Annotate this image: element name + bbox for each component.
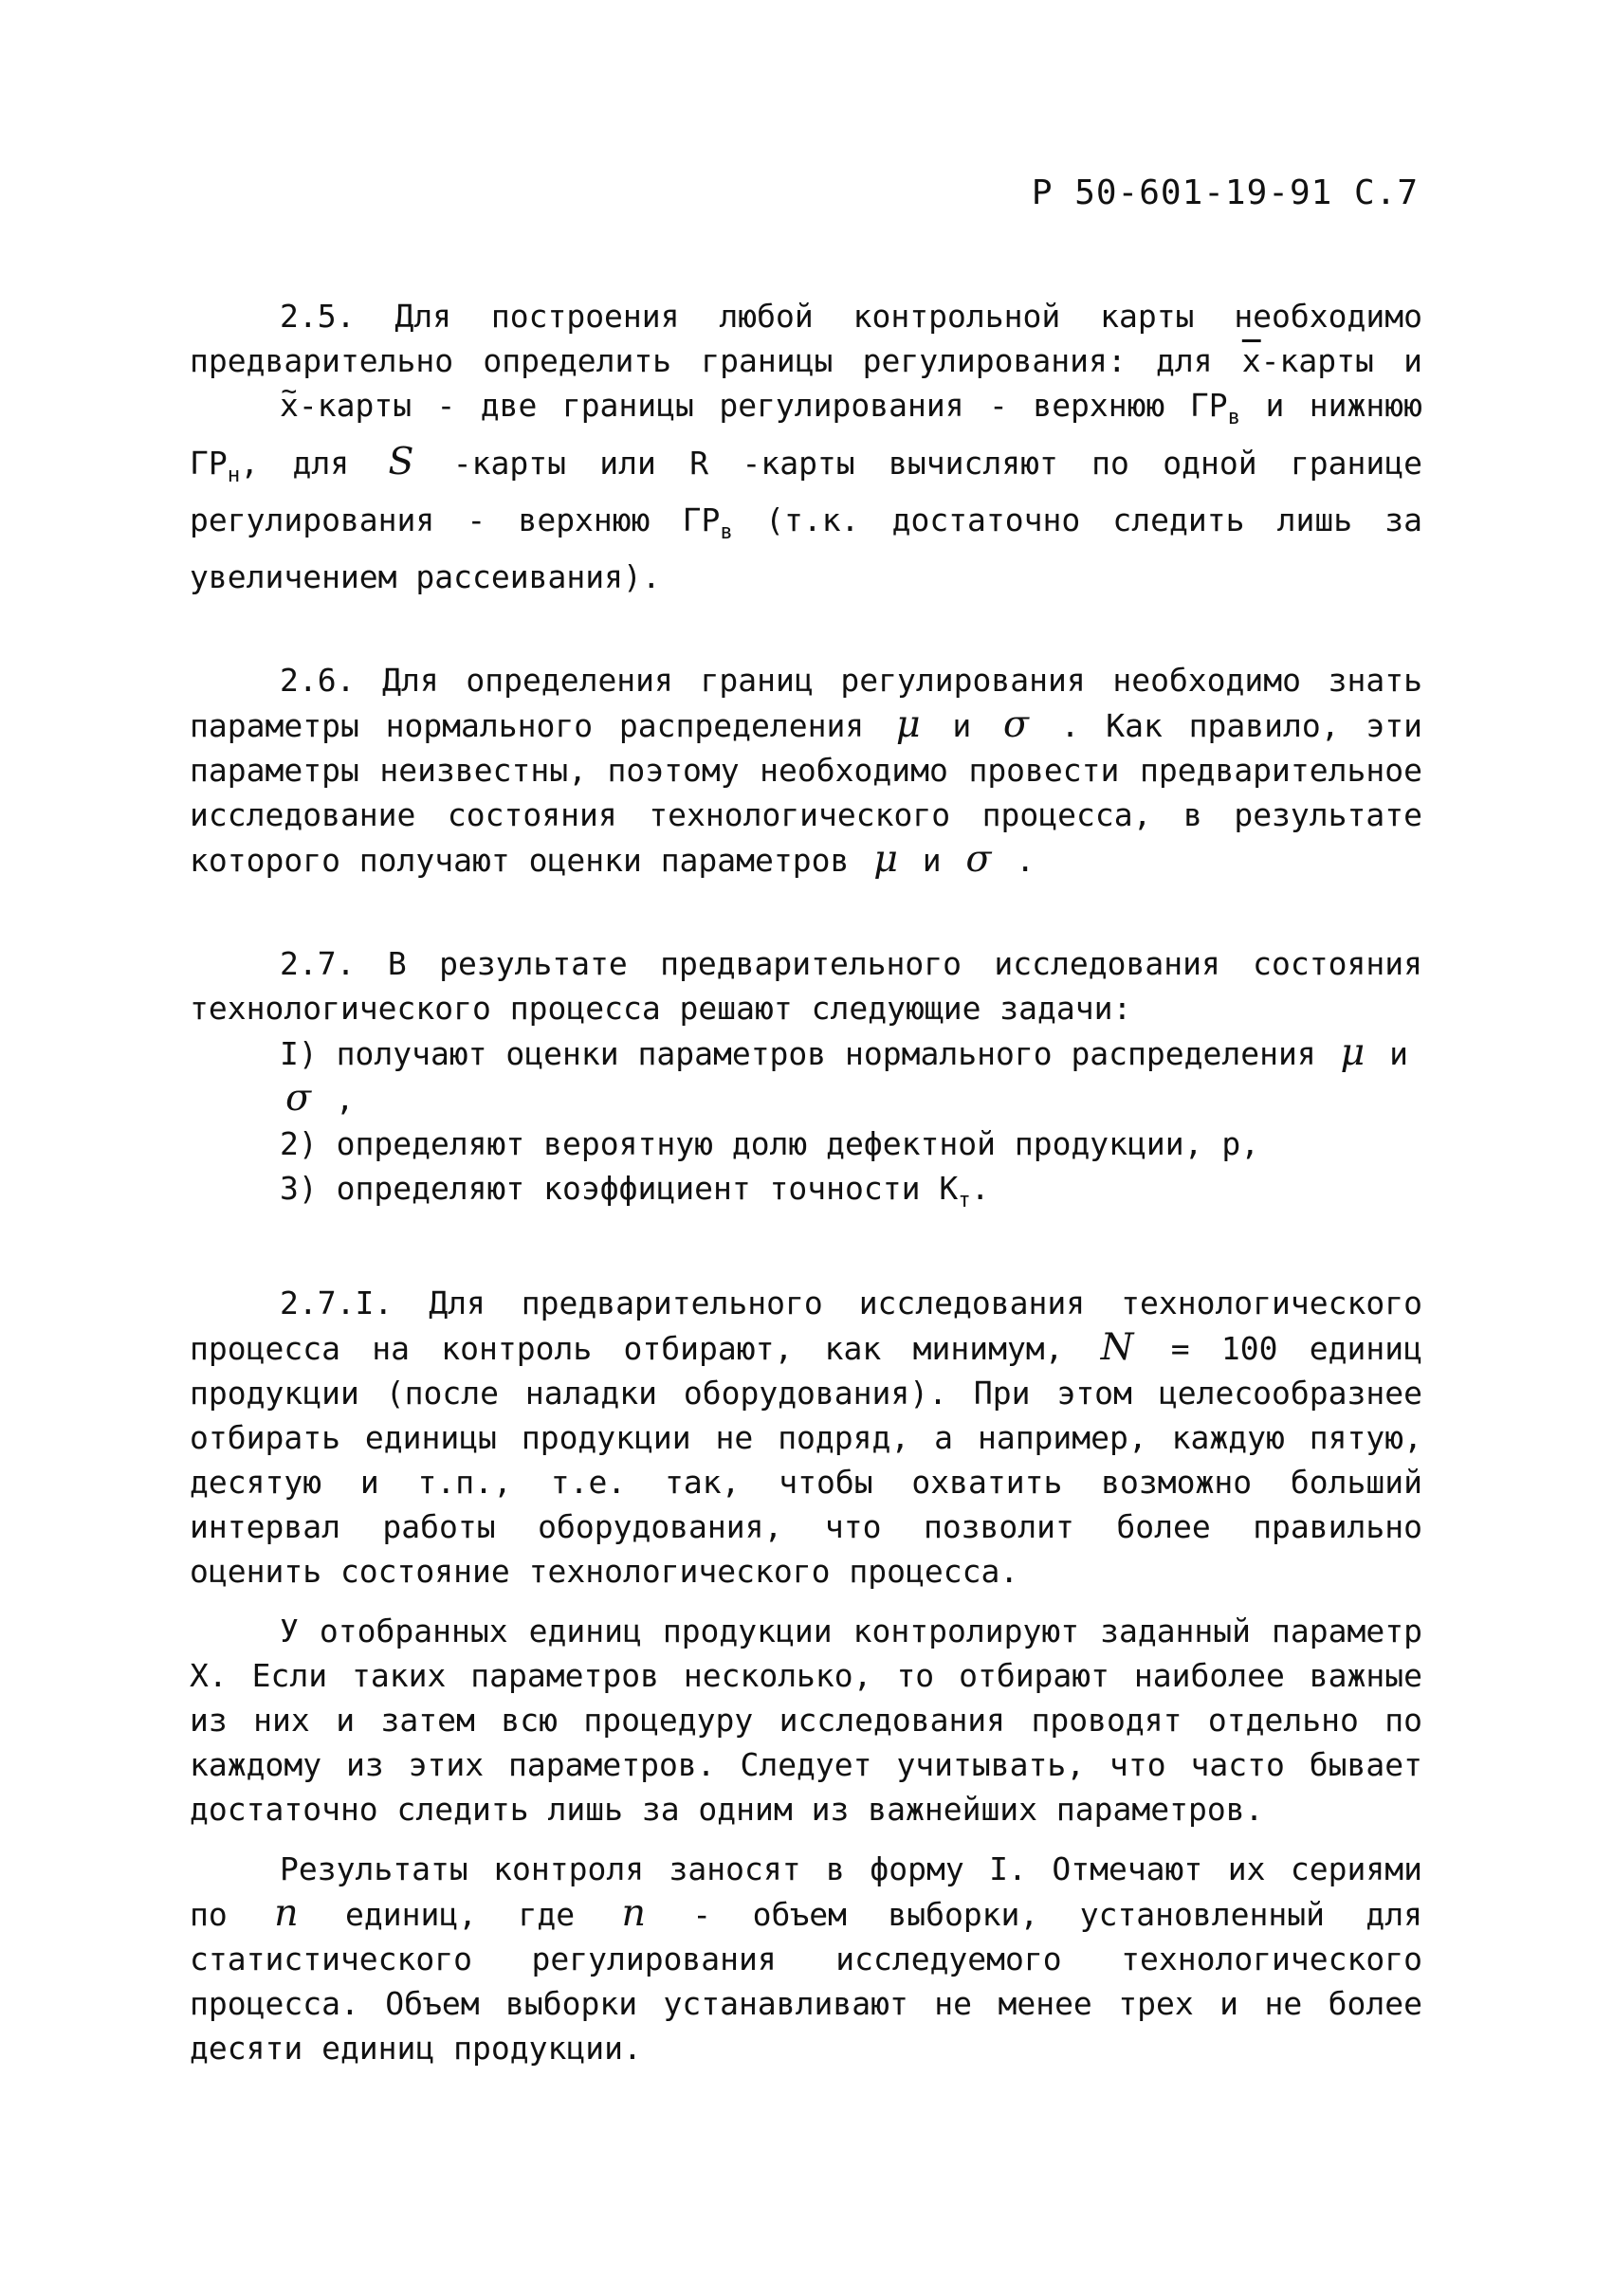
document-body [190, 294, 1422, 2070]
subscript-lower: н [227, 462, 241, 487]
page-header: Р 50-601-19-91 С.7 [1031, 173, 1419, 212]
subscript-t: т [958, 1187, 971, 1212]
n-symbol: n [274, 1891, 299, 1936]
n-capital-symbol: N [1100, 1325, 1134, 1370]
paragraph-results: Результаты контроля заносят в форму I. Отмечают их сериями по n единиц, где n - объем выборки, установленный для статистического регулирования исследуемого технологического процесса. Объем выборки устанавливают не менее трех и не более десяти единиц продукции. [190, 1850, 1423, 2068]
n-symbol-2: n [621, 1891, 646, 1936]
section-2-7: 2.7. В результате предварительного исследования состояния технологического процесса решают следующие задачи: [190, 944, 1422, 1027]
subscript-upper-2: в [720, 519, 733, 544]
x-tilde-symbol: ~ x [190, 383, 299, 428]
mu-symbol-2: μ [873, 836, 898, 881]
task-list [190, 1030, 1422, 1223]
list-item: 3) определяют коэффициент точности $К_т$. [280, 1169, 990, 1212]
x-bar-symbol: $\overline{x}$ [1241, 342, 1261, 379]
paragraph-parameters: У отобранных единиц продукции контролируют заданный параметр X. Если таких параметров несколько, то отбирают наиболее важные из них и затем всю процедуру исследования проводят отдельно по каждому из этих параметров. Следует учитывать, что часто бывает достаточно следить лишь за одним из важнейших параметров. [190, 1613, 1422, 1829]
section-2-6: 2.6. Для определения границ регулирования необходимо знать параметры нормального распределения μ и σ . Как правило, эти параметры неизвестны, поэтому необходимо провести предварительное исследование состояния технологического процесса, в результате которого получают оценки параметров μ и σ . [190, 661, 1422, 881]
mu-symbol-3: μ [1340, 1030, 1366, 1074]
subscript-upper: в [1227, 404, 1241, 429]
s-symbol: S [388, 439, 414, 483]
sigma-symbol: σ [1002, 702, 1029, 746]
mu-symbol: μ [895, 702, 921, 746]
list-item: I) получают оценки параметров нормального распределения μ и σ , [280, 1030, 1408, 1120]
section-2-5: 2.5. Для построения любой контрольной карты необходимо предварительно определить границы регулирования: для $\overline{x}$-карты и ~ x-карты - две границы регулирования - верхнюю $ГР_в$ и нижнюю $ГР_н$, для S -карты или R -карты вычисляют по одной границе регулирования - верхнюю $ГР_в$ (т.к. достаточно следить лишь за увеличением рассеивания). [190, 294, 1422, 599]
list-item: 2) определяют вероятную долю дефектной продукции, р, [280, 1124, 1260, 1162]
sigma-symbol-2: σ [965, 836, 992, 881]
section-2-7-1: 2.7.I. Для предварительного исследования технологического процесса на контроль отбирают, как минимум, N = 100 единиц продукции (после наладки оборудования). При этом целесообразнее отбирать единицы продукции не подряд, а например, каждую пятую, десятую и т.п., т.е. так, чтобы охватить возможно больший интервал работы оборудования, что позволит более правильно оценить состояние технологического процесса. [190, 1285, 1422, 1591]
sigma-symbol-3: σ [284, 1075, 311, 1120]
